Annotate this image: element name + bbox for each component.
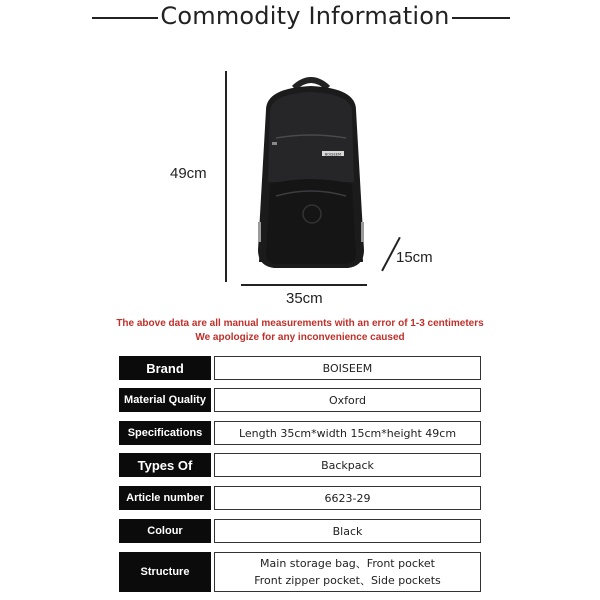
spec-value (214, 486, 481, 510)
spec-value-text: Main storage bag、Front pocket (260, 557, 435, 570)
spec-row-brand (119, 356, 481, 380)
spec-value (214, 519, 481, 543)
apology-note: We apologize for any inconvenience caused (195, 332, 405, 343)
spec-value-text: Length 35cm*width 15cm*height 49cm (238, 426, 457, 440)
title-rule-left (92, 17, 158, 19)
spec-row-structure (119, 552, 481, 592)
backpack-image (236, 72, 386, 272)
spec-value (214, 356, 481, 380)
backpack-logo: BOISEEM (324, 152, 342, 157)
title-rule-right (452, 17, 510, 19)
spec-label: Specifications (119, 421, 211, 445)
width-label: 35cm (286, 290, 323, 307)
spec-value-text: Backpack (321, 458, 374, 472)
height-dimension-line (225, 71, 227, 282)
spec-row-colour (119, 519, 481, 543)
spec-row-article-number (119, 486, 481, 510)
spec-label: Article number (119, 486, 211, 510)
spec-value (214, 421, 481, 445)
height-label: 49cm (170, 165, 207, 182)
spec-label: Structure (119, 552, 211, 592)
spec-label: Colour (119, 519, 211, 543)
measurement-note: The above data are all manual measurements with an error of 1-3 centimeters (116, 318, 484, 329)
spec-label: Material Quality (119, 388, 211, 412)
spec-label: Types Of (119, 453, 211, 477)
spec-value-text: 6623-29 (324, 491, 371, 505)
spec-row-type (119, 453, 481, 477)
spec-value-text: BOISEEM (322, 361, 373, 375)
spec-value-text: Front zipper pocket、Side pockets (254, 574, 441, 587)
spec-row-specifications (119, 421, 481, 445)
spec-value-text: Oxford (328, 393, 367, 407)
page-title: Commodity Information (160, 2, 450, 30)
spec-value-text: Black (332, 524, 363, 538)
spec-label: Brand (119, 356, 211, 380)
spec-value (214, 453, 481, 477)
section-header (0, 0, 600, 36)
spec-value (214, 388, 481, 412)
spec-value (214, 552, 481, 592)
width-dimension-line (241, 284, 367, 286)
spec-row-material (119, 388, 481, 412)
depth-label: 15cm (396, 249, 433, 266)
